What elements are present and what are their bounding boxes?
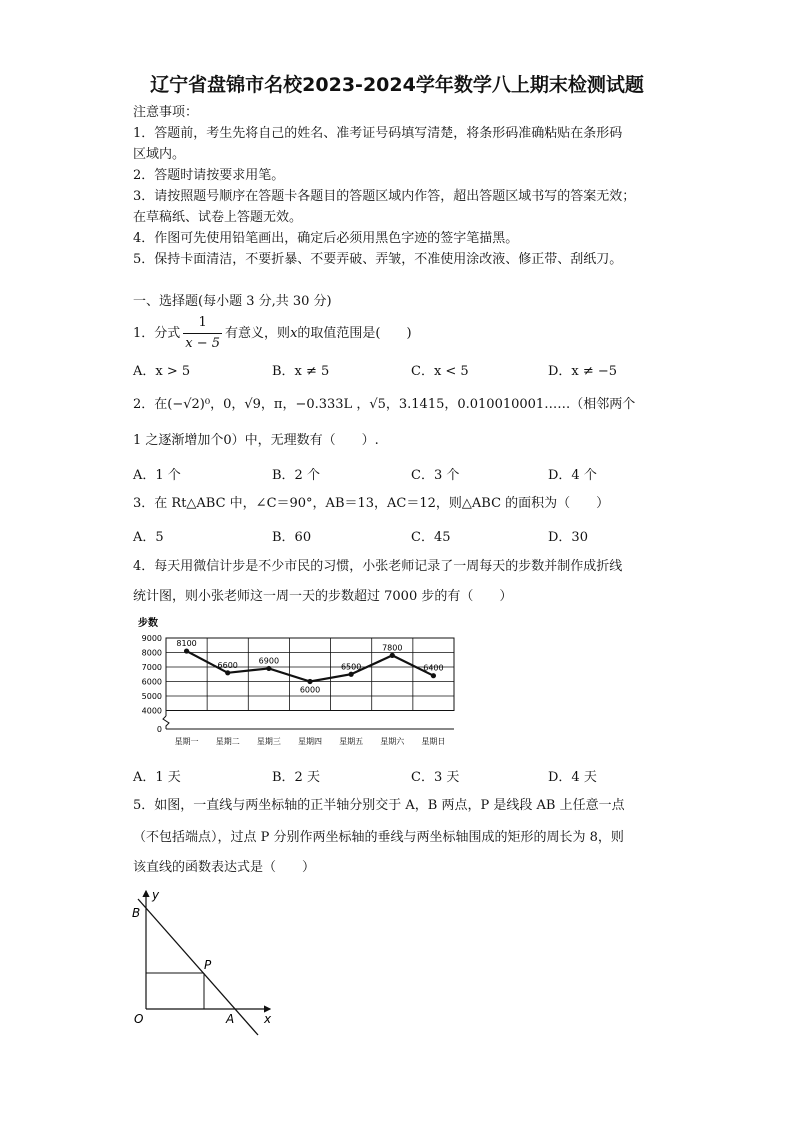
- chart-x-tick-label: 星期二: [215, 737, 240, 746]
- chart-data-label: 6600: [217, 660, 238, 670]
- q4-option-d: D．4 天: [548, 770, 597, 785]
- q2-option-c: C．3 个: [411, 468, 460, 483]
- notice-item: 3．请按照题号顺序在答题卡各题目的答题区域内作答，超出答题区域书写的答案无效；: [133, 189, 636, 204]
- q1-frac-den: x − 5: [185, 336, 221, 351]
- chart-point: [307, 679, 312, 684]
- chart-y-tick-label: 9000: [141, 634, 162, 643]
- chart-y-tick-label: 4000: [141, 706, 162, 716]
- chart-data-label: 6500: [340, 662, 362, 672]
- label-x: x: [264, 1012, 272, 1026]
- question-2-line2: 1 之逐渐增加个0）中，无理数有（ ）.: [133, 433, 379, 448]
- q4-option-c: C．3 天: [411, 770, 460, 785]
- question-4-line2: 统计图，则小张老师这一周一天的步数超过 7000 步的有（ ）: [133, 589, 513, 604]
- chart-x-tick-label: 星期三: [256, 737, 281, 746]
- chart-point: [431, 673, 436, 678]
- q1-fraction: [183, 313, 222, 354]
- chart-y-tick-label: 8000: [141, 648, 162, 658]
- chart-data-label: 6000: [299, 685, 321, 695]
- question-5-line2: （不包括端点），过点 P 分别作两坐标轴的垂线与两坐标轴围成的矩形的周长为 8，则: [133, 830, 624, 845]
- label-p: P: [204, 958, 212, 972]
- chart-point: [390, 653, 395, 658]
- label-y: y: [152, 888, 160, 902]
- chart-point: [266, 666, 271, 671]
- q1-frac-num: 1: [183, 313, 222, 334]
- chart-ylabel: 步数: [138, 618, 158, 629]
- chart-data-label: 6400: [423, 663, 444, 673]
- q4-option-b: B．2 天: [272, 770, 320, 785]
- q1-var: x: [290, 326, 298, 341]
- chart-point: [349, 672, 354, 677]
- q3-option-d: D．30: [548, 530, 588, 545]
- chart-y-tick-label: 0: [156, 725, 162, 734]
- question-3: 3．在 Rt△ABC 中，∠C＝90°，AB＝13，AC＝12，则△ABC 的面积为（ ）: [133, 496, 610, 511]
- q2-option-b: B．2 个: [272, 468, 320, 483]
- label-o: O: [134, 1012, 144, 1026]
- q1-prefix: 1．分式: [133, 326, 181, 341]
- chart-plot-frame: [166, 638, 454, 711]
- notice-item: 5．保持卡面清洁，不要折暴、不要弄破、弄皱，不准使用涂改液、修正带、刮纸刀。: [133, 252, 623, 267]
- notice-heading: 注意事项：: [133, 105, 199, 120]
- question-1: [133, 313, 412, 354]
- chart-point: [225, 670, 230, 675]
- label-b: B: [132, 906, 141, 920]
- chart-y-tick-label: 7000: [141, 663, 162, 672]
- q1-option-b: B．x ≠ 5: [272, 364, 330, 379]
- chart-x-tick-label: 星期五: [339, 737, 364, 746]
- page-title: 辽宁省盘锦市名校2023-2024学年数学八上期末检测试题: [150, 74, 644, 96]
- chart-x-tick-label: 星期一: [174, 737, 199, 746]
- coordinate-figure: [128, 885, 288, 1037]
- step-count-chart: [128, 612, 468, 754]
- notice-item: 2．答题时请按要求用笔。: [133, 168, 285, 183]
- chart-y-tick-label: 6000: [141, 677, 162, 687]
- notice-item: 4．作图可先使用铅笔画出，确定后必须用黑色字迹的签字笔描黑。: [133, 231, 519, 246]
- q3-option-a: A．5: [133, 530, 164, 545]
- q2-option-a: A．1 个: [133, 468, 181, 483]
- question-4-line1: 4．每天用微信计步是不少市民的习惯，小张老师记录了一周每天的步数并制作成折线: [133, 559, 623, 574]
- q3-option-b: B．60: [272, 530, 312, 545]
- question-5-line3: 该直线的函数表达式是（ ）: [133, 860, 316, 875]
- chart-data-label: 8100: [176, 639, 197, 649]
- chart-point: [184, 648, 189, 653]
- q1-option-c: C．x < 5: [411, 364, 469, 379]
- question-2-line1: 2．在(−√2)⁰，0，√9，π，−0.333L ，√5，3.1415，0.010010001……（相邻两个: [133, 397, 636, 412]
- chart-data-label: 7800: [382, 643, 403, 653]
- chart-y-tick-label: 5000: [141, 692, 162, 701]
- q2-option-d: D．4 个: [548, 468, 597, 483]
- notice-item: 1．答题前，考生先将自己的姓名、准考证号码填写清楚，将条形码准确粘贴在条形码: [133, 126, 623, 141]
- q1-option-a: A．x > 5: [133, 364, 191, 379]
- notice-item: 在草稿纸、试卷上答题无效。: [133, 210, 303, 225]
- chart-x-tick-label: 星期六: [380, 737, 405, 746]
- line-ab: [138, 899, 258, 1035]
- chart-x-tick-label: 星期日: [421, 737, 446, 746]
- question-5-line1: 5．如图，一直线与两坐标轴的正半轴分别交于 A，B 两点，P 是线段 AB 上任意一点: [133, 798, 625, 813]
- chart-axis-break: [163, 716, 169, 729]
- section-heading: 一、选择题(每小题 3 分,共 30 分): [133, 294, 332, 309]
- q4-option-a: A．1 天: [133, 770, 181, 785]
- chart-data-label: 6900: [258, 656, 280, 666]
- q3-option-c: C．45: [411, 530, 451, 545]
- q1-suffix: 有意义，则: [225, 326, 291, 341]
- label-a: A: [226, 1012, 235, 1026]
- notice-item: 区域内。: [133, 147, 186, 162]
- q1-suffix2: 的取值范围是( ): [297, 326, 412, 341]
- q1-option-d: D．x ≠ −5: [548, 364, 618, 379]
- chart-x-tick-label: 星期四: [298, 737, 322, 746]
